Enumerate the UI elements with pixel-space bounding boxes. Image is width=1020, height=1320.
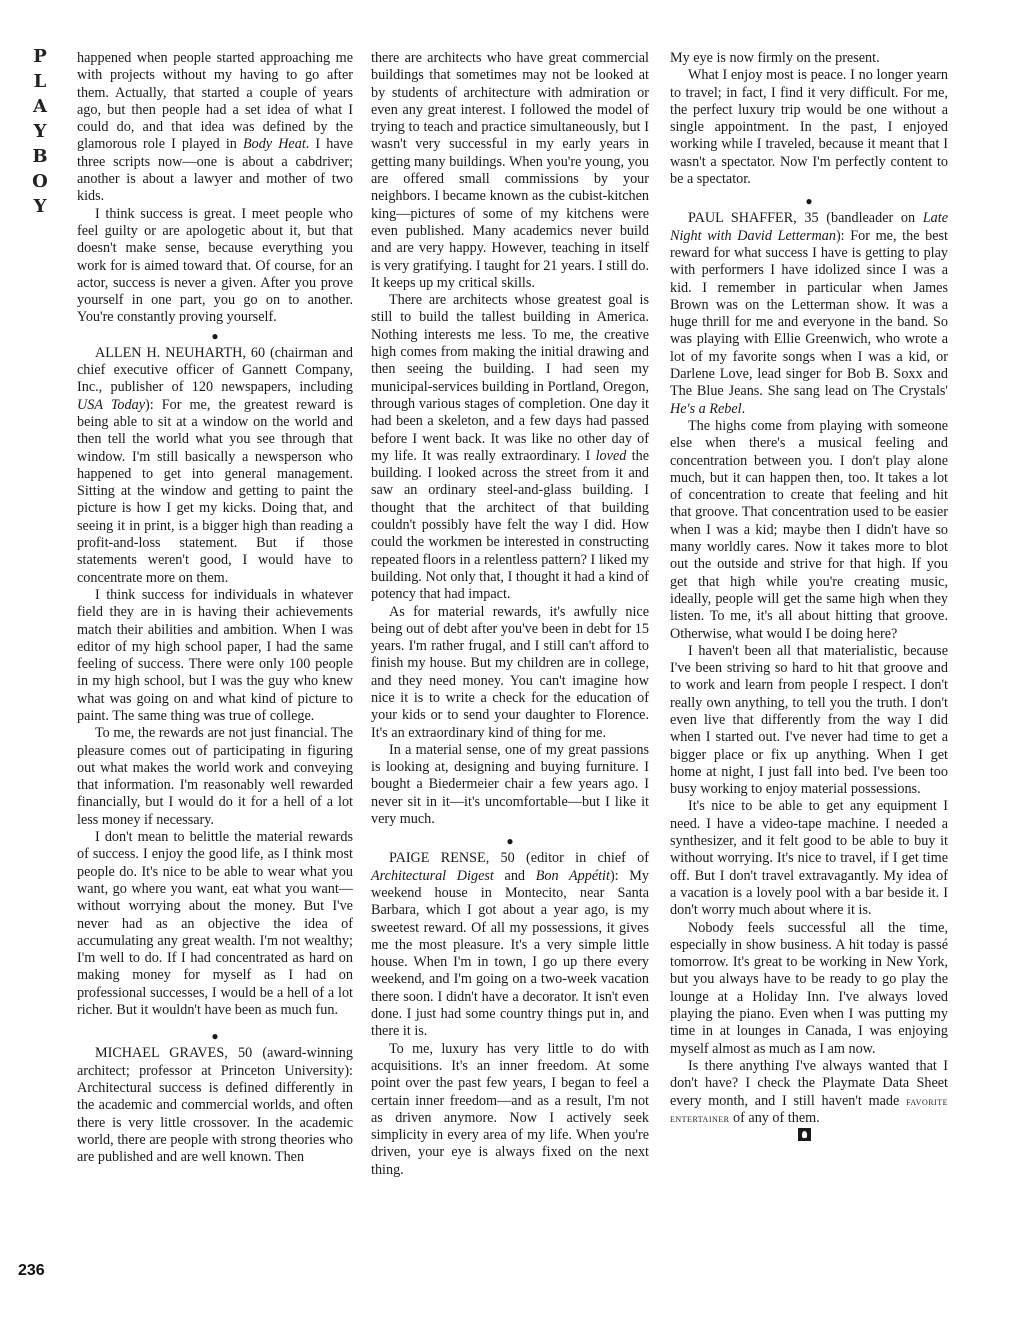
publication-title: USA Today — [77, 396, 145, 413]
text-column-3 — [670, 50, 948, 1144]
rabbit-end-icon — [798, 1128, 811, 1141]
end-mark-line — [670, 1127, 948, 1144]
film-title: Body Heat — [242, 136, 306, 153]
show-title: Late Night with David Letterman — [670, 210, 948, 244]
paragraph: there are architects who have great commercial buildings that sometimes may not be looked at by students of architecture with admiration or even any great interest. I followed the model of trying to teach and practice simultaneously, but I wasn't very successful in my early years in getting many buildings. When you're young, you are offered small commissions by your neighbors. I became known as the cubist-kitchen king—pictures of some of my kitchens were even published. Many academics never build and are very happy. However, teaching in itself is very gratifying. I taught for 21 years. I still do. It keeps up my critical skills. — [371, 50, 649, 291]
paragraph: What I enjoy most is peace. I no longer yearn to travel; in fact, I find it very difficult. For me, the perfect luxury trip would be one without a single appointment. In the past, I enjoyed working while I traveled, because it meant that I wasn't a spectator. Now I'm perfectly content to be a spectator. — [670, 67, 948, 188]
paragraph: The highs come from playing with someone else when there's a musical feeling and concentration between you. I don't play alone much, but it can happen then, too. It takes a lot of concentration to create that feeling and hit that groove. That concentration used to be easier when I was a kid; maybe then I didn't have so many worldly cares. Now it takes more to blot out the outside and strive for that high. If you get that high while you're creating music, ideally, people will get the same high when they listen. To me, it's all about hitting that groove. Otherwise, what would I be doing here? — [670, 417, 948, 642]
brand-letter: Y — [33, 196, 47, 217]
paragraph: Nobody feels successful all the time, especially in show business. A hit today is passé tomorrow. It's great to be working in New York, but you always have to be ready to go play the lounge at a Holiday Inn. I've always loved playing the piano. Even when I was putting my time in at lounges in Canada, I was enjoying myself almost as much as I am now. — [670, 919, 948, 1057]
paragraph: My eye is now firmly on the present. — [670, 50, 880, 66]
publication-title: Bon Appétit — [535, 867, 610, 884]
section-bullet: ● — [211, 328, 219, 343]
brand-letter: Y — [33, 121, 47, 142]
brand-letter: L — [33, 71, 47, 92]
song-title: He's a Rebel — [670, 400, 742, 417]
paragraph-neuharth: ALLEN H. NEUHARTH, 60 (chairman and chief executive officer of Gannett Company, Inc., publisher of 120 newspapers, including USA Today): For me, the greatest reward is being able to sit at a window on the world and then tell the world what you see through that window. I'm still basically a newsperson who happened to get into general management. Sitting at the window and getting to paint the picture is how I get my kicks. Doing that, and seeing it in print, is a bigger high than reading a profit-and-loss statement. But if those statements weren't good, I would have to concentrate more on them. — [77, 344, 353, 586]
paragraph: happened when people started approaching me with projects without my having to go after them. Actually, that started a couple of years ago, but then people had a set idea of what I could do, and that idea was defined by the glamorous role I played in Body Heat. I have three scripts now—one is about a cabdriver; another is about a lawyer and mother of two kids. — [77, 50, 354, 205]
paragraph: To me, luxury has very little to do with acquisitions. It's an inner freedom. At some point over the past few years, I began to feel a certain inner freedom—and as a result, I'm not as driven anymore. Now I actively seek simplicity in every area of my life. When you're driven, your eye is always fixed on the next thing. — [371, 1040, 649, 1178]
paragraph: In a material sense, one of my great passions is looking at, designing and buying furniture. I bought a Biedermeier chair a few years ago. I never sit in it—it's uncomfortable—but I like it very much. — [371, 741, 649, 828]
paragraph: To me, the rewards are not just financial. The pleasure comes out of participating in figuring out what makes the world work and conveying that information. I'm reasonably well rewarded financially, but I would do it for a hell of a lot less money if necessary. — [77, 725, 353, 828]
section-bullet: ● — [805, 194, 813, 209]
brand-letter: A — [33, 96, 47, 117]
paragraph: There are architects whose greatest goal is still to build the tallest building in America. Nothing interests me less. To me, the creative high comes from making the initial drawing and then seeing the building. I had seen my municipal-services building in Portland, Oregon, through various stages of completion. One day it had been a skeleton, and a few days had passed before I went back. It was like no other day of my life. It was really extraordinary. I loved the building. I looked across the street from it and saw an ordinary steel-and-glass building. I thought that the architect of that building couldn't possibly have felt the way I did. How could the workmen be interested in constructing repeated floors in a relentless pattern? I liked my building. Not only that, I thought it had a kind of potency that had impact. — [371, 292, 649, 603]
page-number: 236 — [18, 1262, 45, 1279]
brand-letter: O — [32, 171, 48, 192]
paragraph: As for material rewards, it's awfully nice being out of debt after you've been in debt for 15 years. I'm rather frugal, and I still can't afford to finish my house. But my children are in college, and they need money. You can't imagine how nice it is to write a check for the education of your kids or to send your daughter to Florence. It's an extraordinary kind of thing for me. — [371, 603, 649, 741]
text-column-1 — [77, 50, 353, 1166]
paragraph-rense: PAIGE RENSE, 50 (editor in chief of Architectural Digest and Bon Appétit): My weekend house in Montecito, near Santa Barbara, which I got about a year ago, is my sweetest reward. Of all my possessions, it gives me the most pleasure. It's a very simple little house. When I'm in town, I go up there every weekend, and I'm going on a two-week vacation there soon. I didn't have a decorator. It isn't even done. I just had some country things put in, and there it is. — [371, 850, 649, 1040]
publication-title: Architectural Digest — [371, 867, 494, 884]
paragraph: I don't mean to belittle the material rewards of success. I enjoy the good life, as I think most people do. It's nice to be able to wear what you want, go where you want, eat what you want—without worrying about the money. But I've never had as an objective the idea of accumulating any great wealth. I'm not wealthy; I'm well to do. If I had concentrated as hard on making money for myself as I had on professional successes, I would be a hell of a lot richer. But it wouldn't have been as much fun. — [77, 829, 353, 1019]
magazine-brand-vertical — [28, 44, 52, 219]
brand-letter: P — [33, 46, 47, 67]
paragraph: I think success is great. I meet people who feel guilty or are apologetic about it, but that doesn't make sense, because everything you work for is aimed toward that. Of course, for an actor, success is never a given. After you prove yourself in one part, you go on to another. You're constantly proving yourself. — [77, 205, 353, 326]
paragraph: I think success for individuals in whatever field they are in is having their achievements match their abilities and ambition. When I was editor of my high school paper, I had the same feeling of success. There were only 100 people in my high school, but I was the guy who knew what was going on and what kind of picture to paint. The same thing was true of college. — [77, 586, 353, 724]
small-caps-title: favorite entertainer — [670, 1093, 948, 1125]
emphasis: loved — [595, 447, 627, 464]
paragraph: I haven't been all that materialistic, because I've been striving so hard to hit that groove and to work and learn from people I respect. I don't really own anything, to tell you the truth. I don't even live that differently from the way I did when I started out. I've never had time to get a bigger place or fix up anything. When I get home at night, I just fall into bed. I've been too busy working to enjoy material possessions. — [670, 642, 948, 798]
text-column-2 — [371, 50, 649, 1179]
paragraph: It's nice to be able to get any equipment I need. I have a video-tape machine. I needed a synthesizer, and it felt good to be able to buy it without worrying. It's nice to travel, if I get time off. But I don't travel extravagantly. My idea of a vacation is a lovely pool with a bar beside it. I don't worry much about where it is. — [670, 798, 948, 919]
paragraph-graves: MICHAEL GRAVES, 50 (award-winning architect; professor at Princeton University): Architectural success is defined differently in the academic and commercial worlds, and often there is very little crossover. In the academic world, there are people with strong theories who are published and are well known. Then — [77, 1045, 353, 1166]
section-bullet: ● — [506, 834, 514, 849]
brand-letter: B — [32, 146, 48, 167]
section-bullet: ● — [211, 1029, 219, 1044]
paragraph: Is there anything I've always wanted that I don't have? I check the Playmate Data Sheet every month, and I still haven't made favorite entertainer of any of them. — [670, 1057, 948, 1126]
paragraph-shaffer: PAUL SHAFFER, 35 (bandleader on Late Night with David Letterman): For me, the best reward for what success I have is getting to play with performers I have idolized since I was a kid. I remember in particular when James Brown was on the Letterman show. It was a huge thrill for me and everyone in the band. So was playing with Ellie Greenwich, who wrote a lot of my favorite songs when I was a kid, or Darlene Love, lead singer for Bob B. Soxx and The Blue Jeans. She sang lead on The Crystals' He's a Rebel. — [670, 210, 948, 417]
